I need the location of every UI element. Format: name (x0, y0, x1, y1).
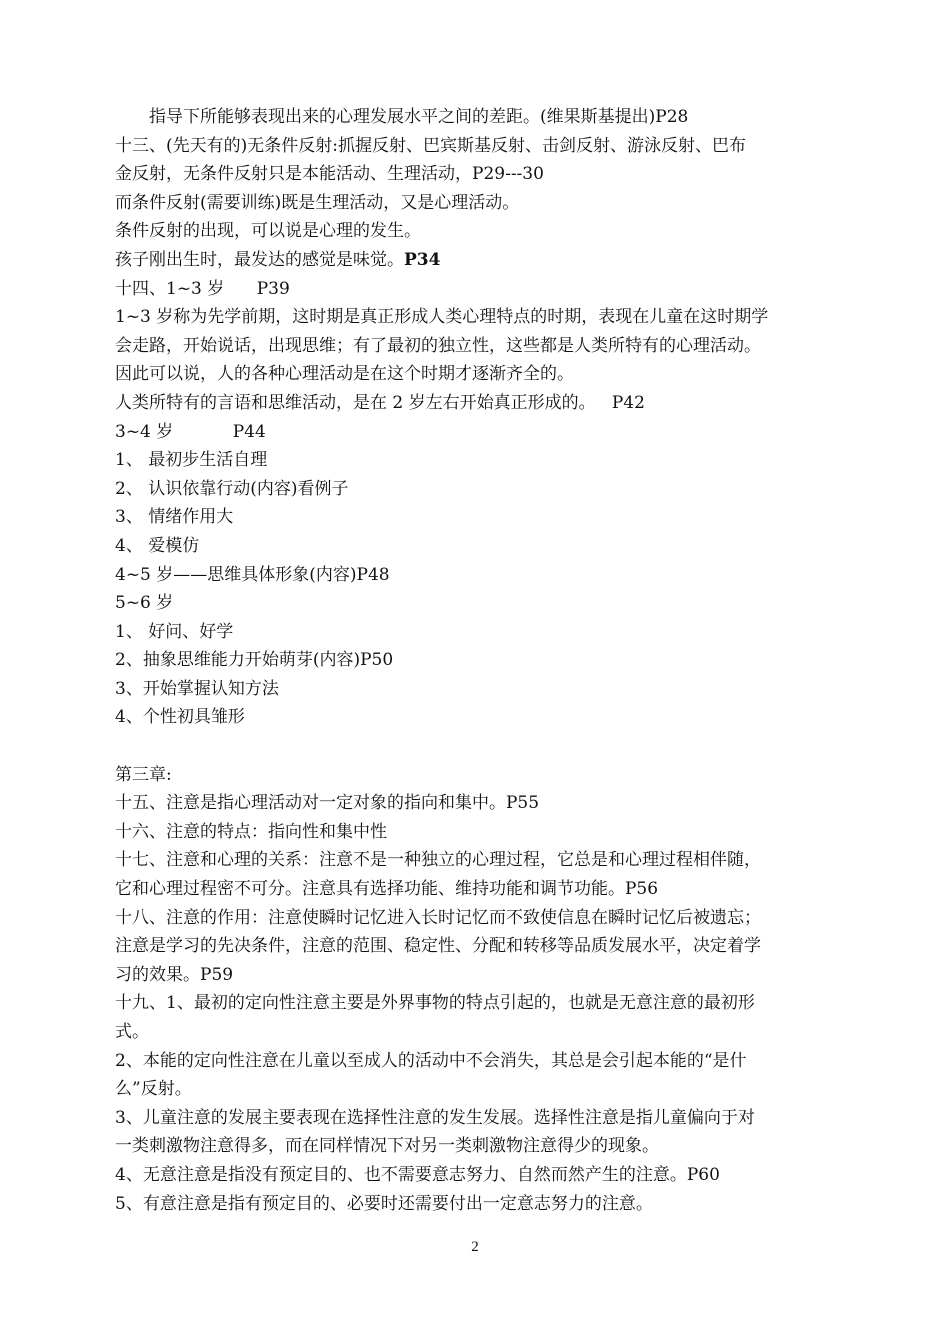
text-line: 十五、注意是指心理活动对一定对象的指向和集中。P55 (115, 793, 540, 814)
list-item: 1、 最初步生活自理 (115, 450, 268, 471)
list-item: 3、 情绪作用大 (115, 507, 234, 528)
text-line: 注意是学习的先决条件，注意的范围、稳定性、分配和转移等品质发展水平，决定着学 (115, 936, 761, 957)
chapter-heading: 第三章: (115, 764, 172, 785)
text-line: 3、儿童注意的发展主要表现在选择性注意的发生发展。选择性注意是指儿童偏向于对 (115, 1107, 755, 1128)
text-line: 式。 (115, 1022, 149, 1042)
text-line: 十八、注意的作用：注意使瞬时记忆进入长时记忆而不致使信息在瞬时记忆后被遗忘； (115, 907, 761, 928)
list-item: 2、 认识依靠行动(内容)看例子 (115, 478, 349, 499)
text-line: 人类所特有的言语和思维活动，是在 2 岁左右开始真正形成的。 P42 (115, 392, 645, 413)
text-line: 条件反射的出现，可以说是心理的发生。 (115, 221, 421, 242)
text-line: 会走路，开始说话，出现思维；有了最初的独立性，这些都是人类所特有的心理活动。 (115, 335, 761, 356)
text-line: 4~5 岁——思维具体形象(内容)P48 (115, 564, 390, 585)
text-line: 而条件反射(需要训练)既是生理活动，又是心理活动。 (115, 192, 520, 213)
text-line: 2、本能的定向性注意在儿童以至成人的活动中不会消失，其总是会引起本能的“是什 (115, 1050, 747, 1071)
text-line: 5、有意注意是指有预定目的、必要时还需要付出一定意志努力的注意。 (115, 1193, 653, 1214)
text-line: 十四、1~3 岁 P39 (115, 278, 290, 299)
page-body (115, 103, 840, 1218)
text-line: 它和心理过程密不可分。注意具有选择功能、维持功能和调节功能。P56 (115, 879, 659, 900)
text-line: 十九、1、最初的定向性注意主要是外界事物的特点引起的，也就是无意注意的最初形 (115, 993, 755, 1014)
page-number: 2 (471, 1239, 479, 1255)
text-line: 金反射，无条件反射只是本能活动、生理活动，P29---30 (115, 164, 544, 185)
text-segment: 孩子刚出生时，最发达的感觉是味觉。 (115, 249, 404, 270)
list-item: 3、开始掌握认知方法 (115, 678, 279, 699)
text-line: 习的效果。P59 (115, 964, 234, 985)
list-item: 2、抽象思维能力开始萌芽(内容)P50 (115, 650, 394, 671)
text-line (115, 246, 840, 275)
text-line: 十三、(先天有的)无条件反射:抓握反射、巴宾斯基反射、击剑反射、游泳反射、巴布 (115, 135, 746, 156)
text-line: 十七、注意和心理的关系：注意不是一种独立的心理过程，它总是和心理过程相伴随， (115, 850, 761, 871)
text-line: 么”反射。 (115, 1079, 192, 1100)
text-line: 1~3 岁称为先学前期，这时期是真正形成人类心理特点的时期，表现在儿童在这时期学 (115, 307, 769, 328)
text-line: 一类刺激物注意得多，而在同样情况下对另一类刺激物注意得少的现象。 (115, 1136, 659, 1157)
text-line: 5~6 岁 (115, 593, 174, 614)
list-item: 4、 爱模仿 (115, 535, 200, 556)
blank-line (115, 732, 840, 761)
text-line: 指导下所能够表现出来的心理发展水平之间的差距。(维果斯基提出)P28 (149, 107, 689, 127)
text-line: 4、无意注意是指没有预定目的、也不需要意志努力、自然而然产生的注意。P60 (115, 1164, 720, 1185)
text-line: 十六、注意的特点：指向性和集中性 (115, 821, 387, 842)
list-item: 1、 好问、好学 (115, 621, 234, 642)
text-line: 3~4 岁 P44 (115, 421, 266, 442)
list-item: 4、个性初具雏形 (115, 707, 245, 728)
page-reference-bold: P34 (404, 249, 441, 270)
text-line: 因此可以说，人的各种心理活动是在这个时期才逐渐齐全的。 (115, 364, 574, 385)
